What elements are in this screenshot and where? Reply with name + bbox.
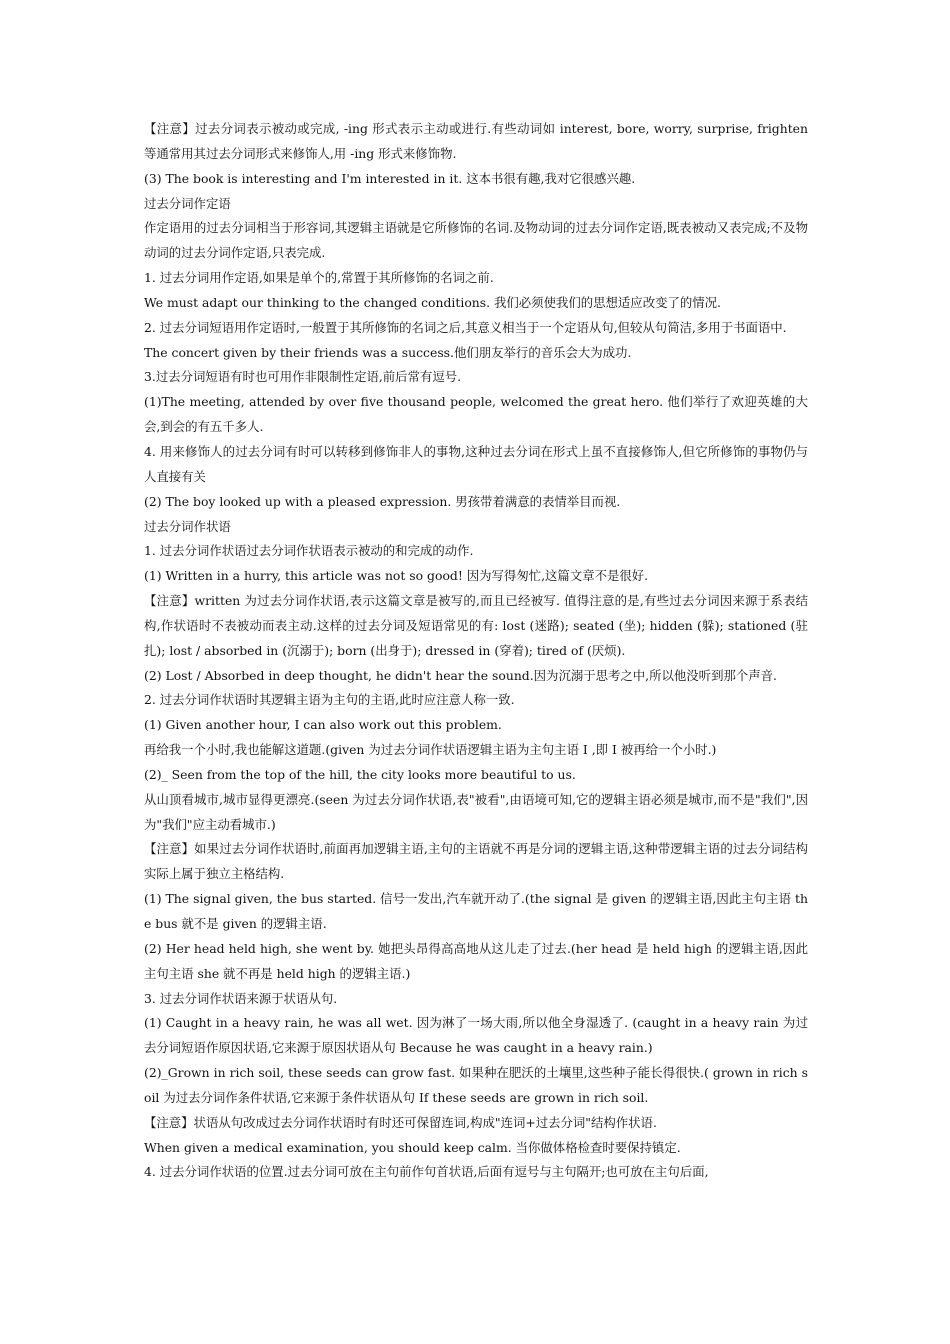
example-sentence: We must adapt our thinking to the changed conditions. 我们必须使我们的思想适应改变了的情况. — [144, 294, 721, 310]
paragraph: 1. 过去分词用作定语,如果是单个的,常置于其所修饰的名词之前. — [144, 270, 494, 286]
section-heading: 过去分词作状语 — [144, 518, 231, 534]
paragraph: 作定语用的过去分词相当于形容词,其逻辑主语就是它所修饰的名词.及物动词的过去分词作定语,既表被动又表完成;不及物动词的过去分词作定语,只表完成. — [144, 220, 808, 261]
example-sentence: (2) Lost / Absorbed in deep thought, he didn't hear the sound.因为沉溺于思考之中,所以他没听到那个声音. — [144, 667, 777, 683]
example-sentence: (1) Caught in a heavy rain, he was all wet. 因为淋了一场大雨,所以他全身湿透了. (caught in a heavy rain 为过去分词短语作原因状语,它来源于原因状语从句 Because he was caught in a heavy rain.) — [144, 1015, 808, 1056]
paragraph: 3.过去分词短语有时也可用作非限制性定语,前后常有逗号. — [144, 369, 462, 385]
document-body — [144, 117, 808, 1185]
paragraph: 2. 过去分词作状语时其逻辑主语为主句的主语,此时应注意人称一致. — [144, 692, 515, 708]
example-sentence: (1)The meeting, attended by over five thousand people, welcomed the great hero. 他们举行了欢迎英雄的大会,到会的有五千多人. — [144, 394, 808, 435]
section-heading: 过去分词作定语 — [144, 195, 231, 211]
example-sentence: (1) Given another hour, I can also work out this problem. — [144, 717, 502, 733]
paragraph: 从山顶看城市,城市显得更漂亮.(seen 为过去分词作状语,表"被看",由语境可知,它的逻辑主语必须是城市,而不是"我们",因为"我们"应主动看城市.) — [144, 791, 808, 832]
example-sentence: (1) Written in a hurry, this article was not so good! 因为写得匆忙,这篇文章不是很好. — [144, 568, 649, 584]
example-sentence: The concert given by their friends was a success.他们朋友举行的音乐会大为成功. — [144, 344, 632, 360]
note-paragraph: 【注意】如果过去分词作状语时,前面再加逻辑主语,主句的主语就不再是分词的逻辑主语,这种带逻辑主语的过去分词结构实际上属于独立主格结构. — [144, 841, 808, 882]
example-sentence: (2)_ Seen from the top of the hill, the city looks more beautiful to us. — [144, 766, 576, 782]
paragraph: 1. 过去分词作状语过去分词作状语表示被动的和完成的动作. — [144, 543, 474, 559]
example-sentence: (1) The signal given, the bus started. 信号一发出,汽车就开动了.(the signal 是 given 的逻辑主语,因此主句主语 the bus 就不是 given 的逻辑主语. — [144, 891, 808, 931]
paragraph: (3) The book is interesting and I'm interested in it. 这本书很有趣,我对它很感兴趣. — [144, 170, 636, 186]
paragraph: 4. 用来修饰人的过去分词有时可以转移到修饰非人的事物,这种过去分词在形式上虽不直接修饰人,但它所修饰的事物仍与人直接有关 — [144, 443, 808, 484]
example-sentence: (2) The boy looked up with a pleased expression. 男孩带着满意的表情举目而视. — [144, 493, 621, 509]
example-sentence: (2) Her head held high, she went by. 她把头昂得高高地从这儿走了过去.(her head 是 held high 的逻辑主语,因此主句主语 she 就不再是 held high 的逻辑主语.) — [144, 940, 808, 981]
note-paragraph: 【注意】written 为过去分词作状语,表示这篇文章是被写的,而且已经被写. 值得注意的是,有些过去分词因来源于系表结构,作状语时不表被动而表主动.这样的过去分词及短语常见的有: lost (迷路); seated (坐); hidden (躲); stationed (驻扎); lost / absorbed in (沉溺于); born (出身于); dressed in (穿着); tired of (厌烦). — [144, 593, 808, 658]
paragraph: 再给我一个小时,我也能解这道题.(given 为过去分词作状语逻辑主语为主句主语 I ,即 I 被再给一个小时.) — [144, 742, 717, 758]
paragraph: 2. 过去分词短语用作定语时,一般置于其所修饰的名词之后,其意义相当于一个定语从句,但较从句简洁,多用于书面语中. — [144, 319, 787, 335]
paragraph: 【注意】过去分词表示被动或完成, -ing 形式表示主动或进行.有些动词如 interest, bore, worry, surprise, frighten 等通常用其过去分词形式来修饰人,用 -ing 形式来修饰物. — [144, 121, 808, 161]
note-paragraph: 【注意】状语从句改成过去分词作状语时有时还可保留连词,构成"连词+过去分词"结构作状语. — [144, 1114, 657, 1130]
paragraph: 3. 过去分词作状语来源于状语从句. — [144, 990, 338, 1006]
example-sentence: When given a medical examination, you should keep calm. 当你做体格检查时要保持镇定. — [144, 1139, 681, 1155]
example-sentence: (2)_Grown in rich soil, these seeds can grow fast. 如果种在肥沃的土壤里,这些种子能长得很快.( grown in rich soil 为过去分词作条件状语,它来源于条件状语从句 If these seeds are grown in rich soil. — [144, 1065, 808, 1105]
paragraph: 4. 过去分词作状语的位置.过去分词可放在主句前作句首状语,后面有逗号与主句隔开;也可放在主句后面, — [144, 1164, 709, 1180]
